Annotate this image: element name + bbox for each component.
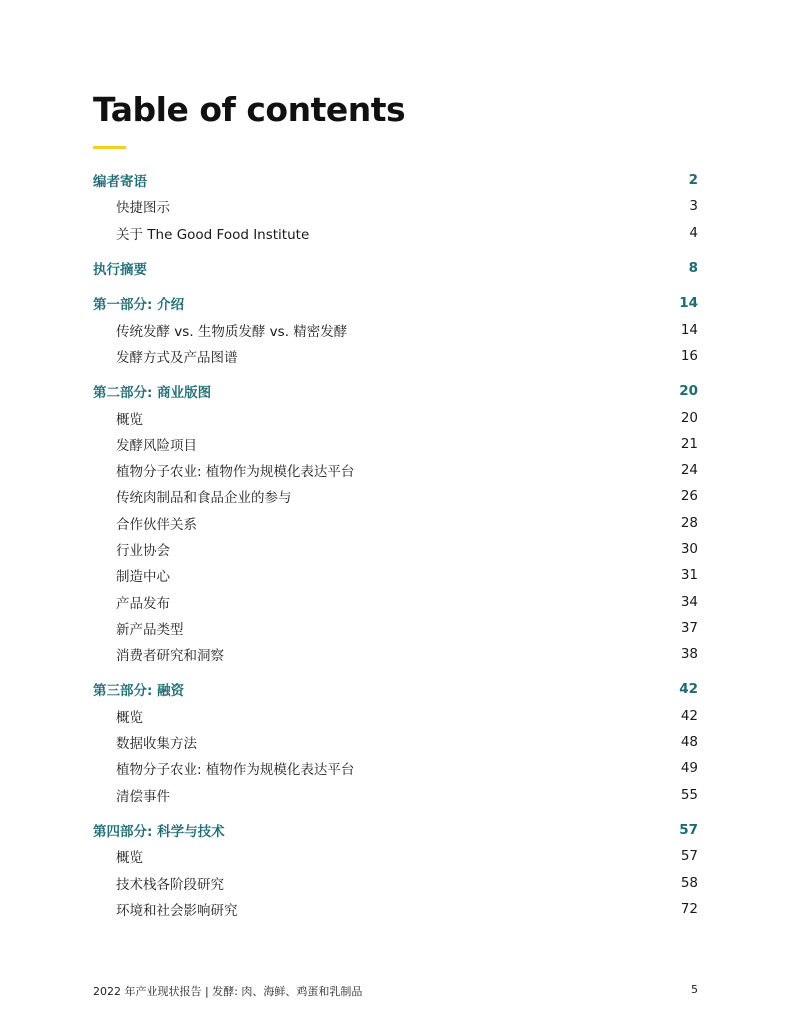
toc-entry[interactable] [93, 615, 698, 641]
toc-section-title: 第三部分: 融资 [93, 683, 185, 700]
toc-entry[interactable] [93, 220, 698, 246]
toc-section [93, 378, 698, 667]
toc-entry[interactable] [93, 588, 698, 614]
toc-section [93, 255, 698, 281]
toc-entry-title: 技术栈各阶段研究 [116, 876, 224, 893]
toc-entry-page-number: 26 [680, 488, 698, 505]
toc-entry[interactable] [93, 510, 698, 536]
toc-entry[interactable] [93, 869, 698, 895]
toc-section-page-number: 14 [679, 295, 698, 312]
toc-entry-title: 行业协会 [116, 543, 170, 559]
toc-entry-page-number: 16 [680, 347, 698, 364]
toc-entry-page-number: 55 [680, 786, 698, 803]
toc-entry-page-number: 24 [680, 462, 698, 479]
table-of-contents [93, 167, 698, 931]
toc-entry-page-number: 48 [680, 734, 698, 751]
toc-entry-title: 合作伙伴关系 [116, 516, 197, 533]
toc-entry-title: 概览 [116, 850, 143, 867]
toc-entry-page-number: 42 [680, 707, 698, 724]
toc-entry-title: 快捷图示 [116, 200, 170, 217]
toc-entry-title: 消费者研究和洞察 [116, 648, 224, 665]
toc-section-heading[interactable] [93, 378, 698, 404]
toc-section-page-number: 8 [688, 260, 698, 277]
toc-section-heading[interactable] [93, 817, 698, 843]
toc-entry[interactable] [93, 404, 698, 430]
toc-entry-page-number: 20 [680, 409, 698, 426]
toc-section-title: 第二部分: 商业版图 [93, 385, 212, 402]
toc-section-page-number: 42 [679, 681, 698, 698]
toc-entry[interactable] [93, 343, 698, 369]
toc-entry-page-number: 30 [680, 541, 698, 557]
toc-section [93, 167, 698, 246]
toc-section-heading[interactable] [93, 255, 698, 281]
toc-entry-title: 发酵方式及产品图谱 [116, 349, 238, 366]
toc-entry-title: 产品发布 [116, 595, 170, 612]
toc-entry-page-number: 14 [680, 321, 698, 338]
toc-entry[interactable] [93, 755, 698, 781]
toc-entry-title: 发酵风险项目 [116, 437, 197, 454]
toc-section-title: 编者寄语 [93, 174, 147, 191]
toc-entry-page-number: 37 [680, 619, 698, 636]
toc-entry-page-number: 4 [689, 224, 698, 241]
toc-entry[interactable] [93, 193, 698, 219]
toc-entry-title: 植物分子农业: 植物作为规模化表达平台 [116, 762, 355, 779]
toc-entry[interactable] [93, 457, 698, 483]
toc-entry[interactable] [93, 316, 698, 342]
toc-section [93, 817, 698, 922]
toc-section [93, 290, 698, 369]
toc-entry-page-number: 31 [680, 567, 698, 584]
toc-entry[interactable] [93, 703, 698, 729]
toc-section-heading[interactable] [93, 676, 698, 702]
toc-entry-title: 传统发酵 vs. 生物质发酵 vs. 精密发酵 [116, 323, 348, 340]
toc-entry[interactable] [93, 562, 698, 588]
toc-entry-title: 环境和社会影响研究 [116, 902, 238, 919]
toc-entry[interactable] [93, 483, 698, 509]
toc-section-title: 第四部分: 科学与技术 [93, 823, 225, 840]
toc-section-title: 第一部分: 介绍 [93, 297, 185, 314]
toc-entry-page-number: 21 [680, 435, 698, 452]
toc-entry-page-number: 3 [689, 198, 698, 215]
toc-entry-title: 关于 The Good Food Institute [116, 226, 310, 243]
toc-entry-page-number: 72 [680, 900, 698, 917]
toc-section-page-number: 2 [688, 172, 698, 189]
toc-entry[interactable] [93, 431, 698, 457]
toc-entry-title: 植物分子农业: 植物作为规模化表达平台 [116, 464, 355, 481]
page-title: Table of contents [93, 90, 406, 129]
toc-entry-page-number: 58 [680, 874, 698, 891]
footer-report-title: 2022 年产业现状报告 | 发酵: 肉、海鲜、鸡蛋和乳制品 [93, 985, 363, 998]
toc-entry-page-number: 49 [680, 760, 698, 777]
toc-section-page-number: 57 [679, 821, 698, 838]
page-footer [93, 983, 698, 999]
toc-section-title: 执行摘要 [93, 262, 147, 279]
toc-section-heading[interactable] [93, 167, 698, 193]
toc-entry[interactable] [93, 782, 698, 808]
toc-entry-page-number: 57 [680, 848, 698, 865]
toc-entry-title: 概览 [116, 709, 143, 726]
toc-entry-page-number: 38 [680, 646, 698, 663]
toc-entry[interactable] [93, 843, 698, 869]
toc-entry-title: 制造中心 [116, 569, 170, 586]
toc-entry[interactable] [93, 896, 698, 922]
toc-entry-title: 概览 [116, 411, 143, 428]
toc-section-page-number: 20 [679, 383, 698, 400]
toc-entry-title: 数据收集方法 [116, 736, 197, 753]
toc-entry-title: 新产品类型 [116, 621, 184, 638]
toc-entry[interactable] [93, 641, 698, 667]
title-accent-bar [93, 146, 126, 149]
toc-entry-title: 清偿事件 [116, 788, 170, 805]
toc-entry-page-number: 28 [680, 514, 698, 531]
toc-entry-page-number: 34 [680, 593, 698, 610]
toc-section-heading[interactable] [93, 290, 698, 316]
toc-entry[interactable] [93, 536, 698, 562]
toc-entry-title: 传统肉制品和食品企业的参与 [116, 490, 292, 507]
toc-entry[interactable] [93, 729, 698, 755]
toc-section [93, 676, 698, 807]
footer-page-number: 5 [691, 983, 698, 996]
